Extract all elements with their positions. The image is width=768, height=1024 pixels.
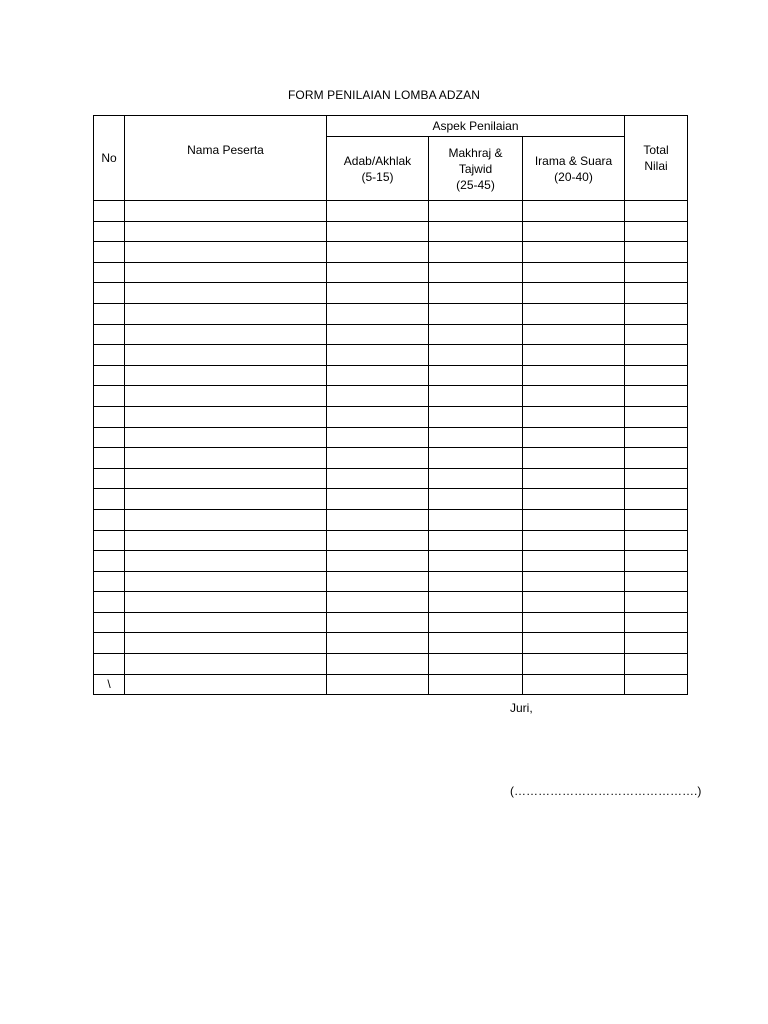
header-total-nilai: Total Nilai — [625, 116, 688, 201]
table-cell — [429, 345, 523, 366]
table-cell — [327, 571, 429, 592]
header-no: No — [94, 116, 125, 201]
row-number-cell — [94, 283, 125, 304]
row-number-cell — [94, 633, 125, 654]
row-number-cell — [94, 406, 125, 427]
signature-line: (……………………………………….) — [510, 784, 702, 798]
table-cell — [625, 201, 688, 222]
table-row — [94, 530, 688, 551]
table-cell — [125, 406, 327, 427]
table-cell — [625, 262, 688, 283]
header-irama-suara: Irama & Suara (20-40) — [523, 137, 625, 201]
table-cell — [523, 674, 625, 695]
table-cell — [523, 427, 625, 448]
table-cell — [125, 221, 327, 242]
table-cell — [327, 324, 429, 345]
table-cell — [523, 448, 625, 469]
table-cell — [523, 345, 625, 366]
table-cell — [429, 654, 523, 675]
row-number-cell — [94, 386, 125, 407]
row-number-cell — [94, 324, 125, 345]
table-cell — [429, 592, 523, 613]
table-cell — [625, 242, 688, 263]
row-number-cell — [94, 365, 125, 386]
table-cell — [429, 303, 523, 324]
table-row — [94, 221, 688, 242]
table-row — [94, 406, 688, 427]
table-cell — [625, 427, 688, 448]
table-row — [94, 674, 688, 695]
table-cell — [429, 406, 523, 427]
table-row — [94, 386, 688, 407]
table-cell — [327, 633, 429, 654]
table-cell — [625, 324, 688, 345]
table-cell — [125, 633, 327, 654]
table-cell — [327, 530, 429, 551]
table-cell — [429, 427, 523, 448]
table-cell — [523, 262, 625, 283]
table-cell — [523, 592, 625, 613]
table-cell — [429, 612, 523, 633]
row-number-cell — [94, 303, 125, 324]
table-cell — [523, 633, 625, 654]
table-cell — [125, 365, 327, 386]
table-cell — [625, 345, 688, 366]
table-cell — [523, 612, 625, 633]
table-row — [94, 509, 688, 530]
table-cell — [523, 509, 625, 530]
table-row — [94, 489, 688, 510]
header-nama-peserta: Nama Peserta — [125, 116, 327, 201]
row-number-cell — [94, 592, 125, 613]
table-cell — [625, 283, 688, 304]
table-cell — [125, 509, 327, 530]
table-row — [94, 612, 688, 633]
table-cell — [523, 468, 625, 489]
table-cell — [523, 303, 625, 324]
table-cell — [429, 509, 523, 530]
table-cell — [625, 612, 688, 633]
table-cell — [625, 571, 688, 592]
header-adab-akhlak: Adab/Akhlak (5-15) — [327, 137, 429, 201]
row-number-cell — [94, 242, 125, 263]
row-number-cell — [94, 489, 125, 510]
table-cell — [625, 221, 688, 242]
table-cell — [523, 242, 625, 263]
row-number-cell — [94, 427, 125, 448]
table-row — [94, 571, 688, 592]
table-cell — [327, 448, 429, 469]
table-cell — [327, 262, 429, 283]
header-makhraj-tajwid: Makhraj & Tajwid (25-45) — [429, 137, 523, 201]
table-cell — [327, 468, 429, 489]
table-row — [94, 262, 688, 283]
form-title: FORM PENILAIAN LOMBA ADZAN — [288, 88, 480, 102]
table-cell — [125, 386, 327, 407]
table-cell — [125, 489, 327, 510]
table-cell — [625, 448, 688, 469]
row-number-cell — [94, 571, 125, 592]
table-cell — [327, 654, 429, 675]
juri-label: Juri, — [510, 701, 533, 715]
table-cell — [429, 633, 523, 654]
table-cell — [125, 448, 327, 469]
table-cell — [125, 345, 327, 366]
table-cell — [125, 654, 327, 675]
table-cell — [429, 365, 523, 386]
row-number-cell — [94, 345, 125, 366]
table-cell — [125, 262, 327, 283]
table-cell — [327, 221, 429, 242]
table-cell — [523, 654, 625, 675]
table-cell — [327, 406, 429, 427]
table-cell — [125, 551, 327, 572]
table-cell — [429, 468, 523, 489]
table-cell — [125, 303, 327, 324]
table-cell — [625, 365, 688, 386]
table-row — [94, 242, 688, 263]
table-cell — [625, 303, 688, 324]
table-cell — [625, 551, 688, 572]
table-cell — [327, 427, 429, 448]
table-cell — [429, 386, 523, 407]
table-cell — [327, 592, 429, 613]
table-cell — [125, 468, 327, 489]
table-cell — [327, 365, 429, 386]
row-number-cell — [94, 551, 125, 572]
row-number-cell — [94, 221, 125, 242]
table-cell — [625, 406, 688, 427]
table-row — [94, 633, 688, 654]
table-cell — [429, 283, 523, 304]
table-row — [94, 468, 688, 489]
table-row — [94, 303, 688, 324]
row-number-cell — [94, 612, 125, 633]
table-cell — [523, 221, 625, 242]
table-cell — [523, 551, 625, 572]
table-cell — [625, 386, 688, 407]
table-row — [94, 283, 688, 304]
header-aspek-penilaian: Aspek Penilaian — [327, 116, 625, 137]
table-cell — [125, 427, 327, 448]
table-cell — [625, 530, 688, 551]
table-cell — [625, 509, 688, 530]
table-cell — [625, 468, 688, 489]
table-cell — [429, 221, 523, 242]
table-cell — [523, 386, 625, 407]
row-number-cell — [94, 654, 125, 675]
table-cell — [125, 283, 327, 304]
table-cell — [429, 324, 523, 345]
row-number-cell: \ — [94, 674, 125, 695]
table-row — [94, 365, 688, 386]
table-cell — [523, 201, 625, 222]
table-cell — [523, 489, 625, 510]
table-cell — [327, 509, 429, 530]
table-cell — [625, 489, 688, 510]
table-cell — [327, 489, 429, 510]
table-cell — [429, 551, 523, 572]
row-number-cell — [94, 448, 125, 469]
table-row — [94, 427, 688, 448]
table-cell — [125, 571, 327, 592]
table-cell — [625, 592, 688, 613]
table-cell — [327, 612, 429, 633]
table-cell — [327, 551, 429, 572]
table-cell — [429, 674, 523, 695]
table-cell — [523, 530, 625, 551]
table-cell — [523, 365, 625, 386]
table-cell — [125, 242, 327, 263]
table-cell — [523, 571, 625, 592]
score-table — [93, 115, 688, 695]
row-number-cell — [94, 468, 125, 489]
table-cell — [429, 571, 523, 592]
table-cell — [625, 654, 688, 675]
table-cell — [327, 345, 429, 366]
table-row — [94, 592, 688, 613]
table-cell — [327, 242, 429, 263]
table-cell — [327, 303, 429, 324]
row-number-cell — [94, 509, 125, 530]
table-cell — [625, 674, 688, 695]
table-cell — [125, 530, 327, 551]
table-cell — [523, 324, 625, 345]
table-cell — [625, 633, 688, 654]
table-body — [94, 201, 688, 695]
row-number-cell — [94, 262, 125, 283]
table-cell — [125, 612, 327, 633]
table-row — [94, 201, 688, 222]
table-cell — [429, 201, 523, 222]
table-cell — [125, 324, 327, 345]
table-cell — [429, 448, 523, 469]
table-cell — [429, 489, 523, 510]
table-cell — [327, 201, 429, 222]
row-number-cell — [94, 530, 125, 551]
table-cell — [327, 283, 429, 304]
table-cell — [125, 592, 327, 613]
table-row — [94, 654, 688, 675]
table-row — [94, 448, 688, 469]
table-cell — [429, 262, 523, 283]
table-cell — [327, 674, 429, 695]
table-cell — [523, 406, 625, 427]
table-cell — [327, 386, 429, 407]
table-row — [94, 345, 688, 366]
table-cell — [429, 242, 523, 263]
table-cell — [125, 674, 327, 695]
table-cell — [125, 201, 327, 222]
table-row — [94, 324, 688, 345]
table-cell — [429, 530, 523, 551]
row-number-cell — [94, 201, 125, 222]
table-row — [94, 551, 688, 572]
table-cell — [523, 283, 625, 304]
